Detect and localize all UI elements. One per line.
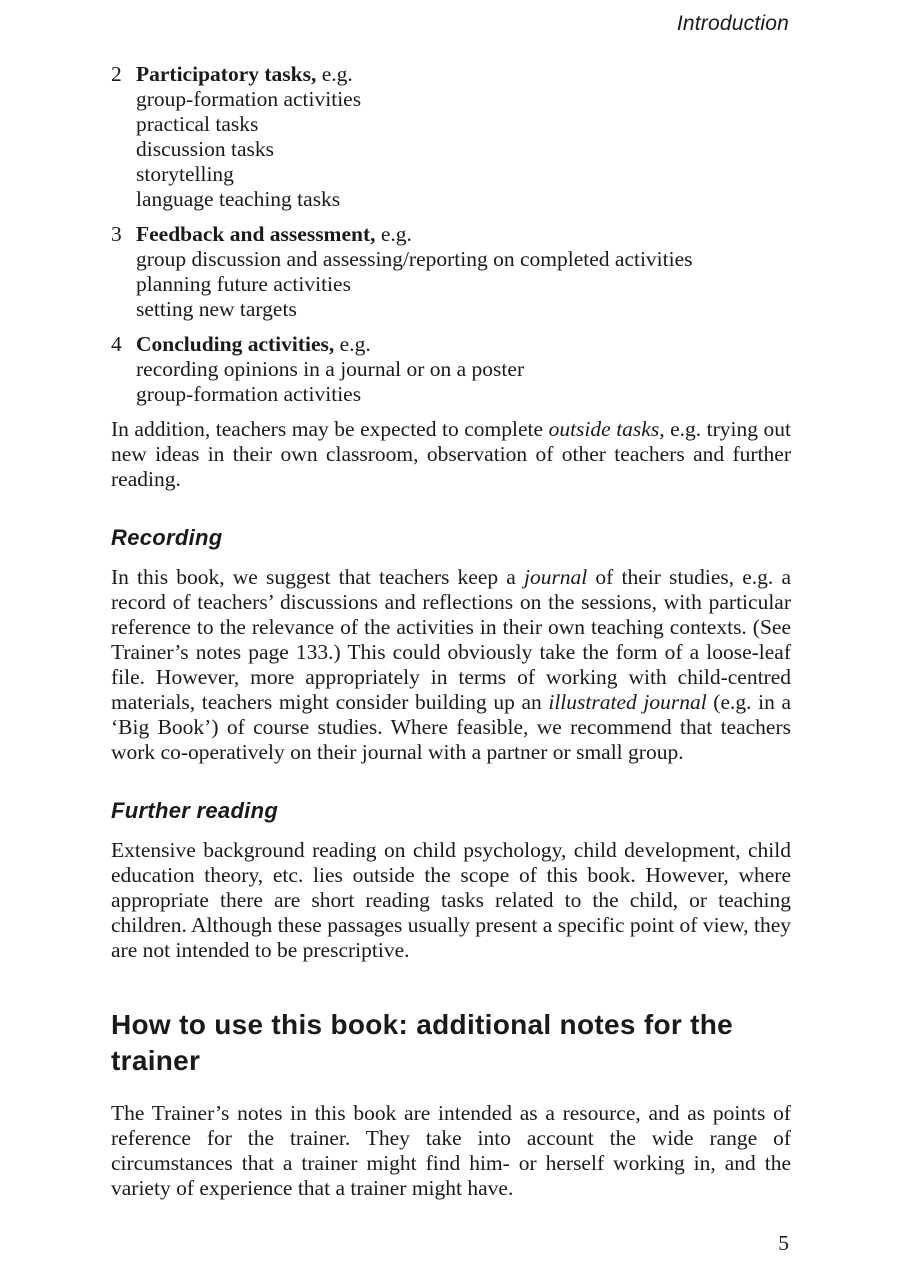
- task-item: language teaching tasks: [136, 187, 341, 211]
- task-item: recording opinions in a journal or on a poster: [136, 357, 525, 381]
- further-reading-paragraph: Extensive background reading on child psychology, child development, child education theory, etc. lies outside the scope of this book. However, where appropriate there are short reading tasks related to the child, or teaching children. Although these passages usually present a specific point of view, they are not intended to be prescriptive.: [111, 838, 791, 962]
- task-group-title: [136, 62, 791, 87]
- task-item: planning future activities: [136, 272, 351, 296]
- task-item: practical tasks: [136, 112, 259, 136]
- task-group-number: 2: [111, 62, 122, 86]
- task-group: [111, 62, 791, 212]
- task-item: group-formation activities: [136, 87, 362, 111]
- further-reading-heading: Further reading: [111, 798, 279, 823]
- recording-paragraph: In this book, we suggest that teachers keep a journal of their studies, e.g. a record of teachers’ discussions and reflections on the sessions, with particular reference to the relevance of the activities in their own teaching contexts. (See Trainer’s notes page 133.) This could obviously take the form of a loose-leaf file. However, more appropriately in terms of working with child-centred materials, teachers might consider building up an illustrated journal (e.g. in a ‘Big Book’) of course studies. Where feasible, we recommend that teachers work co-operatively on their journal with a partner or small group.: [111, 565, 791, 764]
- task-group-list: [111, 62, 791, 407]
- task-group-number: 3: [111, 222, 122, 246]
- how-to-use-heading: How to use this book: additional notes for the trainer: [111, 1009, 734, 1076]
- task-group-title-suffix: e.g.: [375, 222, 412, 246]
- recording-heading: Recording: [111, 525, 223, 550]
- task-group-title: [136, 222, 791, 247]
- running-head: Introduction: [676, 12, 789, 35]
- task-group-title: [136, 332, 791, 357]
- task-group-title-bold: Participatory tasks,: [136, 62, 317, 86]
- task-group: [111, 332, 791, 407]
- body-text: [111, 62, 791, 1201]
- illustrated-journal-emphasis: illustrated journal: [548, 690, 707, 714]
- task-item: discussion tasks: [136, 137, 274, 161]
- task-group-title-suffix: e.g.: [334, 332, 371, 356]
- task-group-title-suffix: e.g.: [316, 62, 353, 86]
- journal-emphasis: journal: [523, 565, 588, 589]
- task-group: [111, 222, 791, 322]
- task-group-number: 4: [111, 332, 122, 356]
- task-item: storytelling: [136, 162, 234, 186]
- task-item: group-formation activities: [136, 382, 362, 406]
- task-group-title-bold: Feedback and assessment,: [136, 222, 376, 246]
- task-item: group discussion and assessing/reporting on completed activities: [136, 247, 693, 271]
- task-item: setting new targets: [136, 297, 297, 321]
- page-number: 5: [778, 1231, 789, 1255]
- how-to-use-paragraph: The Trainer’s notes in this book are intended as a resource, and as points of reference for the trainer. They take into account the wide range of circumstances that a trainer might find him- or herself working in, and the variety of experience that a trainer might have.: [111, 1101, 791, 1200]
- outside-tasks-emphasis: outside tasks,: [548, 417, 665, 441]
- task-group-title-bold: Concluding activities,: [136, 332, 335, 356]
- outside-tasks-paragraph: In addition, teachers may be expected to complete outside tasks, e.g. trying out new ideas in their own classroom, observation of other teachers and further reading.: [111, 417, 792, 491]
